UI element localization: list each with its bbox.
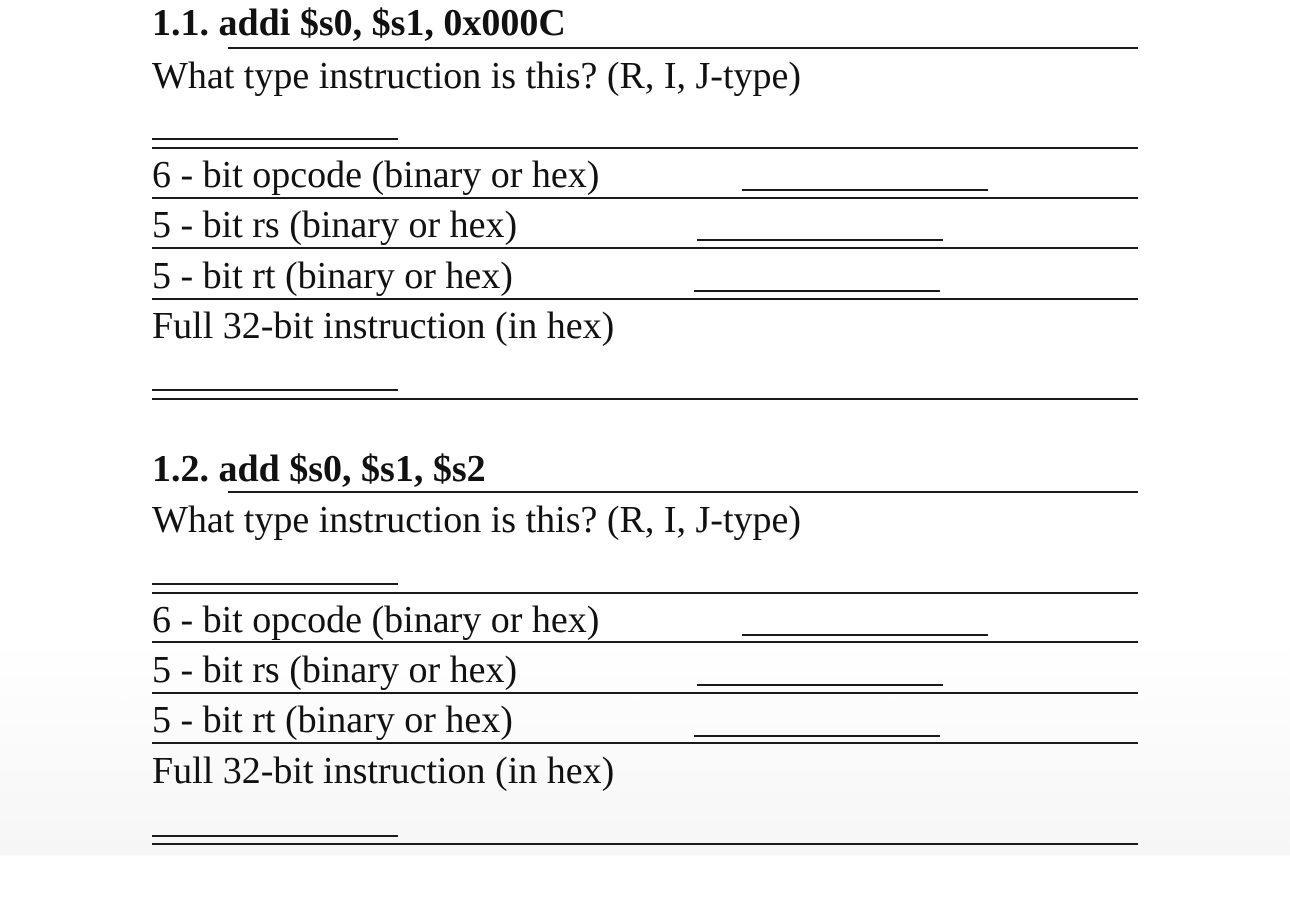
row-divider <box>152 641 1138 643</box>
row-divider <box>152 592 1138 594</box>
question-1-2-rt-label: 5 - bit rt (binary or hex) <box>152 699 513 741</box>
full-answer-blank[interactable] <box>152 389 398 391</box>
question-1-1-type-question: What type instruction is this? (R, I, J-type) <box>152 55 802 97</box>
question-1-2-rs-label: 5 - bit rs (binary or hex) <box>152 649 518 691</box>
row-divider <box>152 247 1138 249</box>
opcode-answer-blank[interactable] <box>742 189 988 191</box>
row-divider <box>152 197 1138 199</box>
rt-answer-blank[interactable] <box>694 290 940 292</box>
question-1-1-heading: 1.1. addi $s0, $s1, 0x000C <box>152 2 566 44</box>
type-answer-blank[interactable] <box>152 583 398 585</box>
rs-answer-blank[interactable] <box>697 239 943 241</box>
row-divider <box>152 843 1138 845</box>
full-answer-blank[interactable] <box>152 835 398 837</box>
rt-answer-blank[interactable] <box>694 735 940 737</box>
opcode-answer-blank[interactable] <box>742 634 988 636</box>
type-answer-blank[interactable] <box>152 138 398 140</box>
row-divider <box>152 147 1138 149</box>
row-divider <box>152 398 1138 400</box>
question-1-1-full-label: Full 32-bit instruction (in hex) <box>152 305 615 347</box>
rs-answer-blank[interactable] <box>697 684 943 686</box>
question-1-1-rs-label: 5 - bit rs (binary or hex) <box>152 204 518 246</box>
heading-underline <box>228 491 1138 493</box>
question-1-2-heading: 1.2. add $s0, $s1, $s2 <box>152 448 486 490</box>
question-1-2-full-label: Full 32-bit instruction (in hex) <box>152 750 615 792</box>
question-1-1-rt-label: 5 - bit rt (binary or hex) <box>152 255 513 297</box>
question-1-1-opcode-label: 6 - bit opcode (binary or hex) <box>152 154 600 196</box>
row-divider <box>152 742 1138 744</box>
heading-underline <box>228 47 1138 49</box>
question-1-2-opcode-label: 6 - bit opcode (binary or hex) <box>152 599 600 641</box>
row-divider <box>152 692 1138 694</box>
question-1-2-type-question: What type instruction is this? (R, I, J-type) <box>152 499 802 541</box>
row-divider <box>152 298 1138 300</box>
